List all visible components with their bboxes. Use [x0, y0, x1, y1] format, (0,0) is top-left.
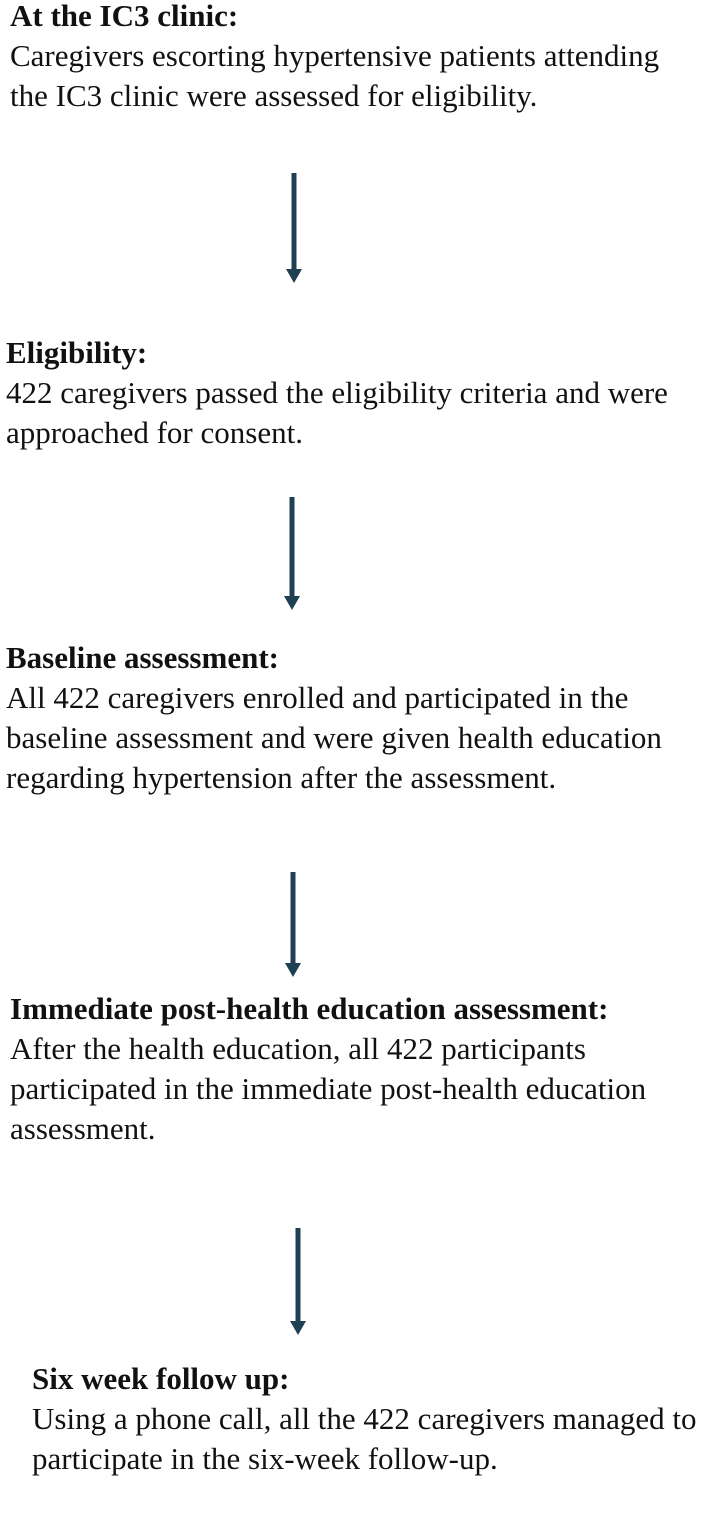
flow-step-eligibility	[6, 333, 696, 453]
flow-step-clinic	[10, 0, 690, 116]
step-description: 422 caregivers passed the eligibility criteria and were approached for consent.	[6, 375, 668, 450]
step-title: Immediate post-health education assessment:	[10, 991, 609, 1026]
step-title: Eligibility:	[6, 335, 148, 370]
down-arrow-icon	[283, 872, 303, 977]
step-description: All 422 caregivers enrolled and participated in the baseline assessment and were given health education regarding hypertension after the assessment.	[6, 680, 662, 795]
flow-step-baseline	[6, 638, 706, 798]
flow-step-immediate-post	[10, 989, 705, 1149]
down-arrow-icon	[288, 1228, 308, 1335]
step-description: After the health education, all 422 participants participated in the immediate post-health education assessment.	[10, 1031, 647, 1146]
step-description: Caregivers escorting hypertensive patients attending the IC3 clinic were assessed for eligibility.	[10, 38, 660, 113]
down-arrow-icon	[282, 497, 302, 610]
down-arrow-icon	[284, 173, 304, 283]
step-title: Six week follow up:	[32, 1361, 290, 1396]
step-description: Using a phone call, all the 422 caregivers managed to participate in the six-week follow-up.	[32, 1401, 697, 1476]
step-title: Baseline assessment:	[6, 640, 279, 675]
flow-step-six-week	[32, 1359, 707, 1479]
step-title: At the IC3 clinic:	[10, 0, 239, 33]
